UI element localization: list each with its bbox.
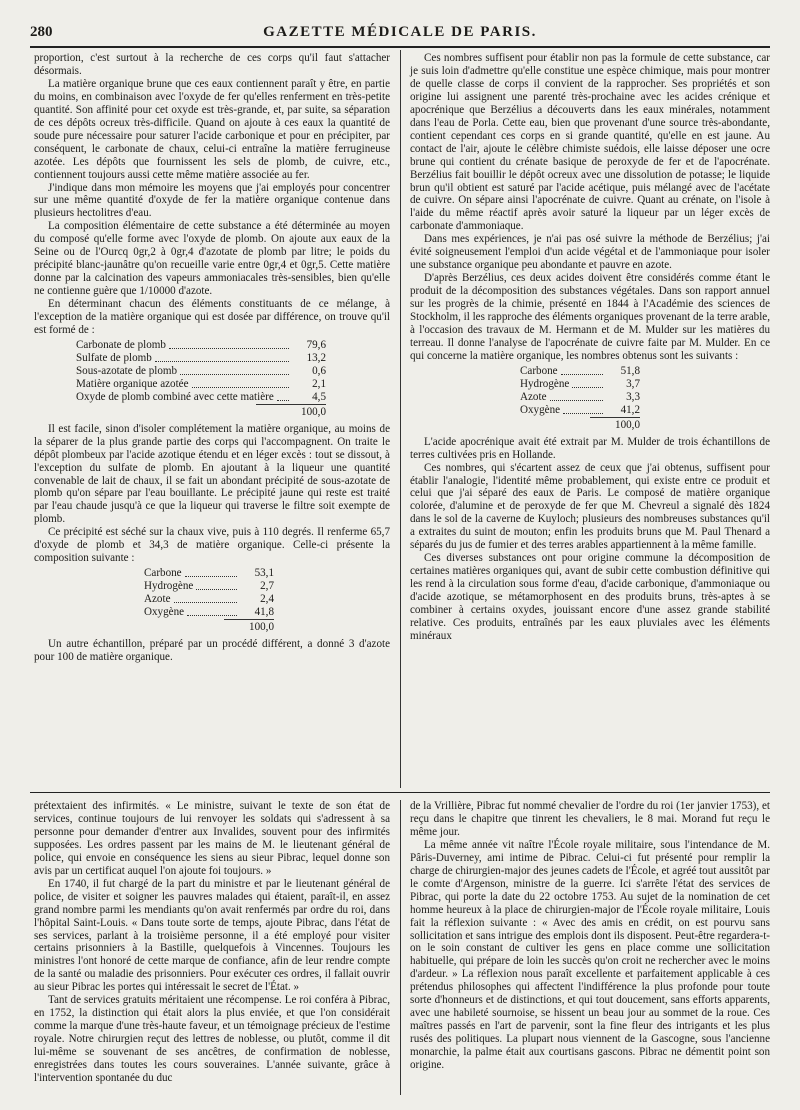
paragraph: J'indique dans mon mémoire les moyens que j'ai employés pour concentrer sur une même quantité d'oxyde de fer la matière organique contenue dans plusieurs hectolitres d'eau. xyxy=(34,181,390,220)
composition-table-mulder xyxy=(520,365,640,432)
table-total: 100,0 xyxy=(224,619,274,634)
paragraph: Ces nombres, qui s'écartent assez de ceux que j'ai obtenus, suffisent pour établir l'analogie, l'identité même probablement, qui existe entre ce produit et celui que j'ai séparé des eaux de Paris. Le composé de matière organique colorée, d'alumine et de peroxyde de fer que M. Chevreul a signalé dès 1824 dans le sol de la caverne de Kuyloch; plusieurs des nombreuses substances qu'il a extraites du suint de mouton; enfin les produits bruns que M. Paul Thenard a séparés du jus de fumier et des terres arables appartiennent à la même famille. xyxy=(410,461,770,552)
paragraph: En 1740, il fut chargé de la part du ministre et par le lieutenant général de police, de visiter et soigner les pauvres malades qui étaient, paraît-il, en assez grand nombre parmi les mendiants qu'on avait renfermés par ordre du roi, dans l'hôpital Saint-Louis. « Dans toute sorte de temps, ajoute Pibrac, dans l'état de ses services, parlant à la troisième personne, il a été employé pour visiter certains prisonniers à la Bastille, quelquefois à Vincennes. Toujours les ministres l'ont honoré de cette marque de confiance, afin de leur rendre compte de la santé ou maladie des prisonniers. Pour exécuter ces ordres, il fallait ouvrir au sieur Pibrac les portes qui intéressait le secret de l'État. » xyxy=(34,877,390,994)
table-total: 100,0 xyxy=(256,404,326,419)
paragraph: prétextaient des infirmités. « Le ministre, suivant le texte de son état de services, continue toujours de lui renvoyer les soldats qui s'adressent à sa personne pour demander d'entrer aux Invalides, souvent pour des infirmités supposées. Les ordres passent par les mains de M. le lieutenant général de police, qui envoie en conséquence les siens au sieur Pibrac, lequel donne son avis par un certificat auquel l'on ajoute foi toujours. » xyxy=(34,800,390,877)
table-row: Sous-azotate de plomb 0,6 xyxy=(76,364,326,377)
column-bottom-right xyxy=(410,800,770,1072)
table-row: Carbone 51,8 xyxy=(520,364,640,377)
column-top-right xyxy=(410,52,770,643)
composition-table-lead-deposit xyxy=(76,339,326,419)
table-row: Matière organique azotée 2,1 xyxy=(76,377,326,390)
table-row: Carbone 53,1 xyxy=(144,567,274,580)
section-divider xyxy=(30,792,770,793)
paragraph: Ces nombres suffisent pour établir non pas la formule de cette substance, car je suis loin d'admettre qu'elle constitue une espèce chimique, mais pour montrer de quelle classe de corps il convient de la rapprocher. Ses propriétés et son origine lui assignent une parenté très-prochaine avec les acides crénique et apocrénique que Berzélius a découverts dans les eaux minérales, notamment dans l'eau de Porla. Cette eau, bien que provenant d'une source très-abondante, contient cependant ces corps en si grande quantité, qu'elle en est jaune. Au contact de l'air, ajoute le célèbre chimiste suédois, elle laisse déposer une ocre brune qui contient du crénate basique de peroxyde de fer et de l'apocrénate. Berzélius fait bouillir le dépôt ocreux avec une dissolution de potasse; le liquide brun qu'il obtient est saturé par l'acide acétique, puis mélangé avec de l'acétate de cuivre. On sépare ainsi l'apocrénate de cuivre. Quant au crénate, on l'isole à l'aide du même réactif après avoir saturé la liqueur par un léger excès de carbonate d'ammoniaque. xyxy=(410,52,770,233)
page-header xyxy=(30,22,770,48)
column-divider-top xyxy=(400,50,401,788)
table-row: Azote 3,3 xyxy=(520,390,640,403)
table-row: Hydrogène 2,7 xyxy=(144,580,274,593)
paragraph: La même année vit naître l'École royale militaire, sous l'intendance de M. Pâris-Duverney, ami intime de Pibrac. Celui-ci fut présenté pour remplir la charge de chirurgien-major des jeunes cadets de l'École, et agréé tout aussitôt par le comte d'Argenson, ministre de la guerre. Ici s'arrête l'état des services de Pibrac, qui porte la date du 22 octobre 1753. Au sujet de la nomination de cet homme heureux à la place de chirurgien-major de l'École royale militaire, Louis fait la réflexion suivante : « Avec des amis en crédit, on est pourvu sans sollicitation et sans intrigue des emplois dont ils disposent. Peut-être regardera-t-on le soin constant de cultiver les gens en place comme une sollicitation habituelle, qui prépare de loin les succès qu'on croit ne rechercher avec le moins d'ardeur. » La réflexion nous paraît excellente et parfaitement applicable à ces prétendus philosophes qui affectent l'indifférence la plus profonde pour toute sorte d'honneurs et de distinctions, et qui tout doucement, sans efforts apparents, avec une habileté sournoise, se hissent un beau jour au sommet de la roue. Ces maîtres passés en l'art de parvenir, sont la fine fleur des intrigants et les plus rusés des politiques. La plupart nous viennent de la Gascogne, sous l'ancienne monarchie, la palme était aux courtisans gascons. Pibrac ne démentit point son origine. xyxy=(410,838,770,1072)
table-row: Sulfate de plomb 13,2 xyxy=(76,351,326,364)
page-number: 280 xyxy=(30,24,53,40)
column-bottom-left xyxy=(34,800,390,1085)
running-title: GAZETTE MÉDICALE DE PARIS. xyxy=(263,24,537,40)
paragraph: La matière organique brune que ces eaux contiennent paraît y être, en partie du moins, en combinaison avec l'oxyde de fer qu'elles renferment en très-petite quantité. Son affinité pour cet oxyde est très-grande, et, par suite, sa séparation de ces dépôts ocreux très-difficile. Quand on ajoute à ces eaux la quantité de soude pure nécessaire pour saturer l'acide carbonique et pour en précipiter, par conséquent, le carbonate de chaux, celui-ci entraîne la matière ferrugineuse azotée. Les dépôts que fournissent les sels de plomb, de cuivre, etc., contiennent toujours aussi cette même matière associée au fer. xyxy=(34,77,390,181)
paragraph: Il est facile, sinon d'isoler complétement la matière organique, au moins de la séparer de la plus grande partie des corps qui l'accompagnent. On traite le dépôt plombeux par l'acide azotique étendu et en léger excès : tout se dissout, à l'exception du sulfate de plomb. En ajoutant à la liqueur une quantité convenable de lait de chaux, il se fait un abondant précipité de sous-azotate de plomb qu'on sépare par l'eau bouillante. Le précipité jaune qui reste est traité par l'eau chaude jusqu'à ce que la liqueur qui traverse le filtre soit exempte de plomb. xyxy=(34,422,390,526)
table-row: Azote 2,4 xyxy=(144,593,274,606)
paragraph: proportion, c'est surtout à la recherche de ces corps qu'il faut s'attacher désormais. xyxy=(34,52,390,77)
paragraph: En déterminant chacun des éléments constituants de ce mélange, à l'exception de la matière organique qui est dosée par différence, on trouve qu'il est formé de : xyxy=(34,298,390,337)
table-row: Oxygène 41,8 xyxy=(144,606,274,619)
paragraph: Dans mes expériences, je n'ai pas osé suivre la méthode de Berzélius; j'ai évité soigneusement l'emploi d'un acide végétal et de l'ammoniaque pour isoler une substance organique peu abondante et pauvre en azote. xyxy=(410,233,770,272)
table-row: Oxyde de plomb combiné avec cette matière 4,5 xyxy=(76,390,326,403)
paragraph: Ces diverses substances ont pour origine commune la décomposition de certaines matières organiques qui, avant de subir cette combustion définitive qui les rend à la circulation sous forme d'eau, d'acide carbonique, d'ammoniaque ou d'acide azotique, se métamorphosent en des produits bruns, très-aptes à se combiner à certains oxydes, jouissant encore d'une assez grande stabilité relative. Ces produits, entraînés par les eaux pluviales avec les éléments minéraux xyxy=(410,552,770,642)
table-row: Hydrogène 3,7 xyxy=(520,377,640,390)
header-rule xyxy=(30,46,770,48)
paragraph: de la Vrillière, Pibrac fut nommé chevalier de l'ordre du roi (1er janvier 1753), et reçu dans le chapitre que tinrent les chevaliers, le 8 mai. Morand fut reçu le même jour. xyxy=(410,800,770,838)
composition-table-organic-matter xyxy=(144,567,274,634)
paragraph: Tant de services gratuits méritaient une récompense. Le roi conféra à Pibrac, en 1752, la distinction qui était alors la plus enviée, et que l'on considérait comme la marque d'une très-haute faveur, et un témoignage précieux de l'estime royale. Notre chirurgien reçut des lettres de noblesse, ou plutôt, comme il dit lui-même se souvenant de ses ancêtres, de confirmation de noblesse, enregistrées dans toutes les cours souveraines. L'année suivante, grâce à l'intervention spontanée du duc xyxy=(34,994,390,1085)
paragraph: Ce précipité est séché sur la chaux vive, puis à 110 degrés. Il renferme 65,7 d'oxyde de plomb et 34,3 de matière organique. Celle-ci présente la composition suivante : xyxy=(34,526,390,565)
paragraph: D'après Berzélius, ces deux acides doivent être considérés comme étant le produit de la décomposition des substances végétales. Dans son rapport annuel sur les progrès de la chimie, présenté en 1844 à l'Académie des sciences de Stockholm, il les rapproche des éléments organiques provenant de la terre arable, à l'occasion des travaux de M. Hermann et de M. Mulder sur les matières du terreau. Il donne l'analyse de l'apocrénate de cuivre faite par M. Mulder. En ce qui concerne la matière organique, les nombres obtenus sont les suivants : xyxy=(410,272,770,362)
paragraph: La composition élémentaire de cette substance a été déterminée au moyen du composé qu'elle forme avec l'oxyde de plomb. On ajoute aux eaux de la Seine ou de l'Ourcq 0gr,2 à 0gr,4 d'azotate de plomb par litre; le poids du précipité blanc-jaunâtre qu'on recueille varie entre 0gr,4 et 0gr,5. Cette matière donne par la calcination des vapeurs ammoniacales très-sensibles, bien qu'elle ne contienne guère que 1/10000 d'azote. xyxy=(34,220,390,298)
column-divider-bottom xyxy=(400,800,401,1095)
table-total: 100,0 xyxy=(590,417,640,432)
paragraph: Un autre échantillon, préparé par un procédé différent, a donné 3 d'azote pour 100 de matière organique. xyxy=(34,637,390,663)
table-row: Oxygène 41,2 xyxy=(520,403,640,416)
column-top-left xyxy=(34,52,390,664)
table-row: Carbonate de plomb 79,6 xyxy=(76,338,326,351)
paragraph: L'acide apocrénique avait été extrait par M. Mulder de trois échantillons de terres cultivées pris en Hollande. xyxy=(410,435,770,461)
